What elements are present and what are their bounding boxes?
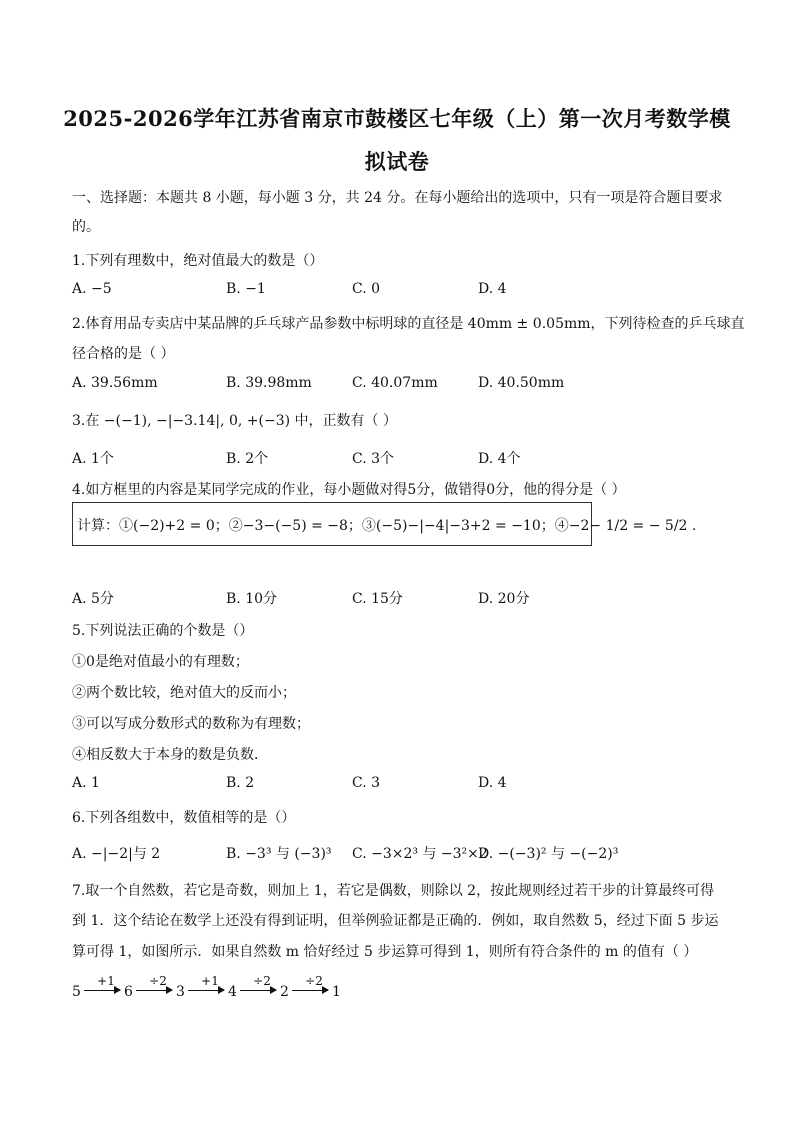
- option-a: A. 39.56mm: [72, 375, 158, 391]
- chain-operation: ÷2: [149, 974, 167, 988]
- option-c: C. 15分: [352, 591, 403, 607]
- statement-1: ①0是绝对值最小的有理数；: [72, 654, 249, 670]
- question-3-stem: 3.在 −(−1), −|−3.14|, 0, +(−3) 中，正数有（ ）: [72, 413, 397, 429]
- chain-arrow: [136, 990, 172, 991]
- option-a: A. 5分: [72, 591, 114, 607]
- option-c: C. 3: [352, 775, 381, 791]
- option-b: B. 39.98mm: [226, 375, 312, 391]
- page-title-line2: 拟试卷: [364, 149, 430, 174]
- option-c: C. 40.07mm: [352, 375, 438, 391]
- option-d: D. 4: [478, 281, 507, 297]
- option-b: B. 10分: [226, 591, 278, 607]
- option-a: A. −5: [72, 281, 112, 297]
- option-b: B. 2个: [226, 451, 269, 467]
- chain-number: 1: [332, 984, 341, 1000]
- page-title-line1: 2025-2026学年江苏省南京市鼓楼区七年级（上）第一次月考数学模: [63, 106, 731, 131]
- operation-chain-diagram: [72, 976, 402, 1006]
- option-d: D. 40.50mm: [478, 375, 565, 391]
- homework-box-text: 计算：①(−2)+2 = 0；②−3−(−5) = −8；③(−5)−|−4|−3+2 = −10；④−2− 1/2 = − 5/2 .: [77, 518, 697, 534]
- option-a: A. −|−2|与 2: [72, 846, 161, 862]
- option-b: B. 2: [226, 775, 255, 791]
- option-a: A. 1个: [72, 451, 114, 467]
- chain-arrow: [84, 990, 120, 991]
- question-7-stem-line3: 算可得 1，如图所示．如果自然数 m 恰好经过 5 步运算可得到 1，则所有符合条件的 m 的值有（ ）: [72, 944, 698, 960]
- chain-arrow: [188, 990, 224, 991]
- chain-operation: +1: [97, 974, 115, 988]
- statement-3: ③可以写成分数形式的数称为有理数；: [72, 716, 310, 732]
- option-c: C. 0: [352, 281, 381, 297]
- statement-4: ④相反数大于本身的数是负数．: [72, 747, 268, 763]
- question-4-stem: 4.如方框里的内容是某同学完成的作业，每小题做对得5分，做错得0分，他的得分是（ ）: [72, 482, 626, 498]
- homework-box: [72, 502, 697, 546]
- chain-operation: +1: [201, 974, 219, 988]
- option-a: A. 1: [72, 775, 100, 791]
- question-5-stem: 5.下列说法正确的个数是（）: [72, 623, 254, 639]
- option-d: D. 4: [478, 775, 507, 791]
- chain-operation: ÷2: [305, 974, 323, 988]
- section-instruction-line2: 的。: [72, 219, 100, 235]
- chain-number: 5: [72, 984, 81, 1000]
- chain-arrow: [292, 990, 328, 991]
- option-b: B. −3³ 与 (−3)³: [226, 846, 332, 862]
- question-7-stem-line2: 到 1．这个结论在数学上还没有得到证明，但举例验证都是正确的．例如，取自然数 5，经过下面 5 步运: [72, 913, 719, 929]
- chain-number: 3: [176, 984, 185, 1000]
- option-c: C. 3个: [352, 451, 395, 467]
- option-b: B. −1: [226, 281, 266, 297]
- question-7-stem-line1: 7.取一个自然数，若它是奇数，则加上 1，若它是偶数，则除以 2，按此规则经过若干步的计算最终可得: [72, 883, 715, 899]
- option-d: D. −(−3)² 与 −(−2)³: [478, 846, 619, 862]
- option-c: C. −3×2³ 与 −3²×2: [352, 846, 488, 862]
- chain-number: 2: [280, 984, 289, 1000]
- question-2-stem-line2: 径合格的是（ ）: [72, 346, 175, 362]
- statement-2: ②两个数比较，绝对值大的反而小；: [72, 685, 296, 701]
- chain-number: 6: [124, 984, 133, 1000]
- option-d: D. 20分: [478, 591, 530, 607]
- chain-arrow: [240, 990, 276, 991]
- question-2-stem-line1: 2.体育用品专卖店中某品牌的乒乓球产品参数中标明球的直径是 40mm ± 0.05mm，下列待检查的乒乓球直: [72, 316, 745, 332]
- option-d: D. 4个: [478, 451, 521, 467]
- chain-operation: ÷2: [253, 974, 271, 988]
- section-instruction-line1: 一、选择题：本题共 8 小题，每小题 3 分，共 24 分。在每小题给出的选项中，只有一项是符合题目要求: [72, 190, 723, 206]
- chain-number: 4: [228, 984, 237, 1000]
- question-1-stem: 1.下列有理数中，绝对值最大的数是（）: [72, 253, 324, 269]
- question-6-stem: 6.下列各组数中，数值相等的是（）: [72, 810, 296, 826]
